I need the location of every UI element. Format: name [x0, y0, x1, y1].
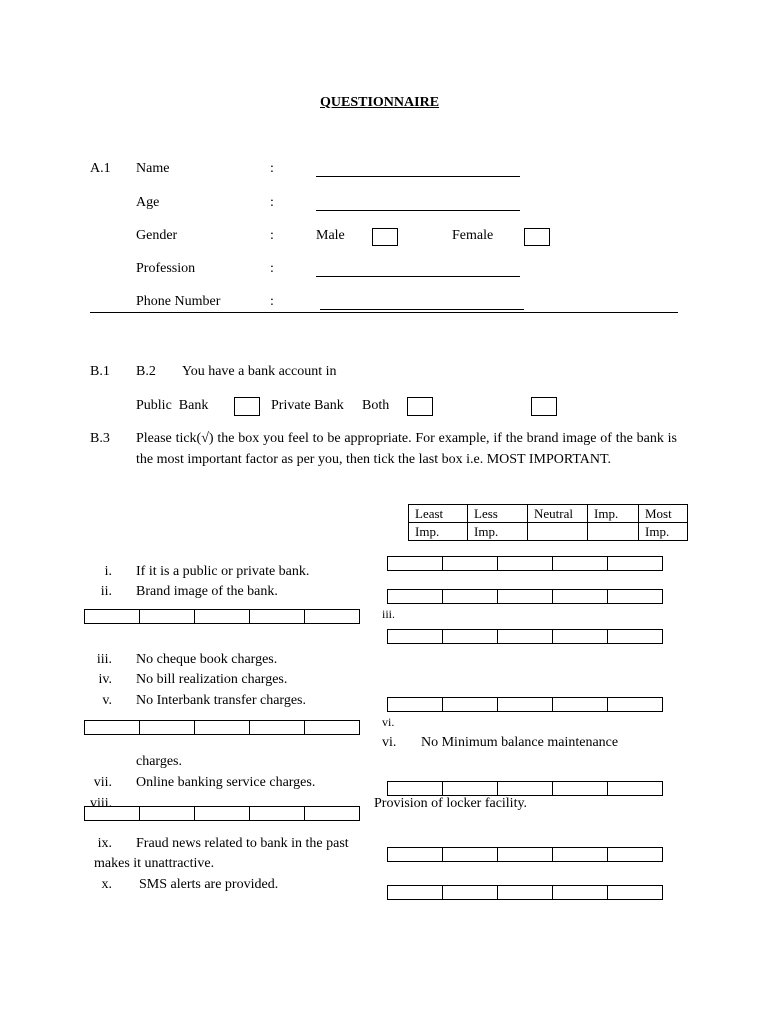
private-bank-label: Private Bank	[271, 398, 344, 413]
item-i-text: If it is a public or private bank.	[136, 564, 310, 579]
rating-row-ix[interactable]	[387, 885, 663, 900]
importance-scale-header	[408, 504, 688, 541]
rating-row-i[interactable]	[387, 556, 663, 571]
age-field[interactable]	[316, 210, 520, 211]
scale-header-neutral-blank	[528, 523, 588, 541]
item-iv-text: No bill realization charges.	[136, 672, 288, 687]
item-iv-number: iv.	[98, 672, 112, 687]
public-bank-label: Public Bank	[136, 398, 209, 413]
page-title: QUESTIONNAIRE	[320, 95, 440, 110]
gender-male-label: Male	[316, 228, 345, 243]
item-ix-text: Fraud news related to bank in the past	[136, 836, 349, 851]
age-label: Age	[136, 195, 160, 210]
rating-row-v[interactable]	[84, 720, 360, 735]
section-divider	[90, 312, 678, 313]
item-vi-stray-number: vi.	[382, 715, 395, 729]
item-vi-continuation: charges.	[136, 754, 182, 769]
section-a-number: A.1	[90, 161, 111, 176]
item-v-number: v.	[102, 693, 112, 708]
item-x-number: x.	[101, 877, 112, 892]
gender-colon: :	[270, 228, 274, 243]
item-viii-number: viii.	[90, 796, 113, 811]
scale-header-most-imp: Imp.	[639, 523, 688, 541]
item-vi-text: No Minimum balance maintenance	[421, 735, 619, 750]
scale-header-least: Least	[409, 505, 468, 523]
scale-header-most: Most	[639, 505, 688, 523]
gender-male-checkbox[interactable]	[372, 228, 398, 246]
section-b3-number: B.3	[90, 431, 110, 446]
both-label: Both	[362, 398, 390, 413]
item-i-number: i.	[104, 564, 112, 579]
public-bank-checkbox[interactable]	[234, 397, 260, 416]
item-vii-number: vii.	[93, 775, 112, 790]
scale-header-imp-blank	[588, 523, 639, 541]
item-iii-text: No cheque book charges.	[136, 652, 278, 667]
item-viii-text: Provision of locker facility.	[374, 796, 528, 811]
phone-field[interactable]	[320, 309, 524, 310]
item-ix-continuation: makes it unattractive.	[94, 856, 215, 871]
name-field[interactable]	[316, 176, 520, 177]
scale-header-less: Less	[468, 505, 528, 523]
rating-row-vi[interactable]	[387, 781, 663, 796]
scale-header-imp: Imp.	[588, 505, 639, 523]
private-bank-checkbox[interactable]	[407, 397, 433, 416]
item-ii-text: Brand image of the bank.	[136, 584, 278, 599]
section-b2-number: B.2	[136, 364, 156, 379]
phone-label: Phone Number	[136, 294, 221, 309]
gender-female-checkbox[interactable]	[524, 228, 550, 246]
item-iii-stray-number: iii.	[382, 607, 396, 621]
profession-field[interactable]	[316, 276, 520, 277]
item-vi-number: vi.	[382, 735, 397, 750]
bank-account-question: You have a bank account in	[182, 364, 337, 379]
item-x-text: SMS alerts are provided.	[139, 877, 279, 892]
profession-label: Profession	[136, 261, 196, 276]
rating-row-ii-left[interactable]	[84, 609, 360, 624]
item-ii-number: ii.	[100, 584, 112, 599]
b3-instruction: Please tick(√) the box you feel to be appropriate. For example, if the brand image of the bank is the most important factor as per you, then tick the last box i.e. MOST IMPORTANT.	[136, 431, 677, 467]
phone-colon: :	[270, 294, 274, 309]
rating-row-viii[interactable]	[387, 847, 663, 862]
rating-row-iv[interactable]	[387, 697, 663, 712]
name-colon: :	[270, 161, 274, 176]
name-label: Name	[136, 161, 170, 176]
item-ix-number: ix.	[97, 836, 112, 851]
rating-row-ii[interactable]	[387, 589, 663, 604]
rating-row-iii[interactable]	[387, 629, 663, 644]
scale-header-less-imp: Imp.	[468, 523, 528, 541]
item-v-text: No Interbank transfer charges.	[136, 693, 307, 708]
gender-female-label: Female	[452, 228, 494, 243]
section-b1-number: B.1	[90, 364, 110, 379]
gender-label: Gender	[136, 228, 178, 243]
item-iii-number: iii.	[96, 652, 112, 667]
rating-row-vii[interactable]	[84, 806, 360, 821]
age-colon: :	[270, 195, 274, 210]
scale-header-least-imp: Imp.	[409, 523, 468, 541]
both-checkbox[interactable]	[531, 397, 557, 416]
profession-colon: :	[270, 261, 274, 276]
item-vii-text: Online banking service charges.	[136, 775, 316, 790]
scale-header-neutral: Neutral	[528, 505, 588, 523]
